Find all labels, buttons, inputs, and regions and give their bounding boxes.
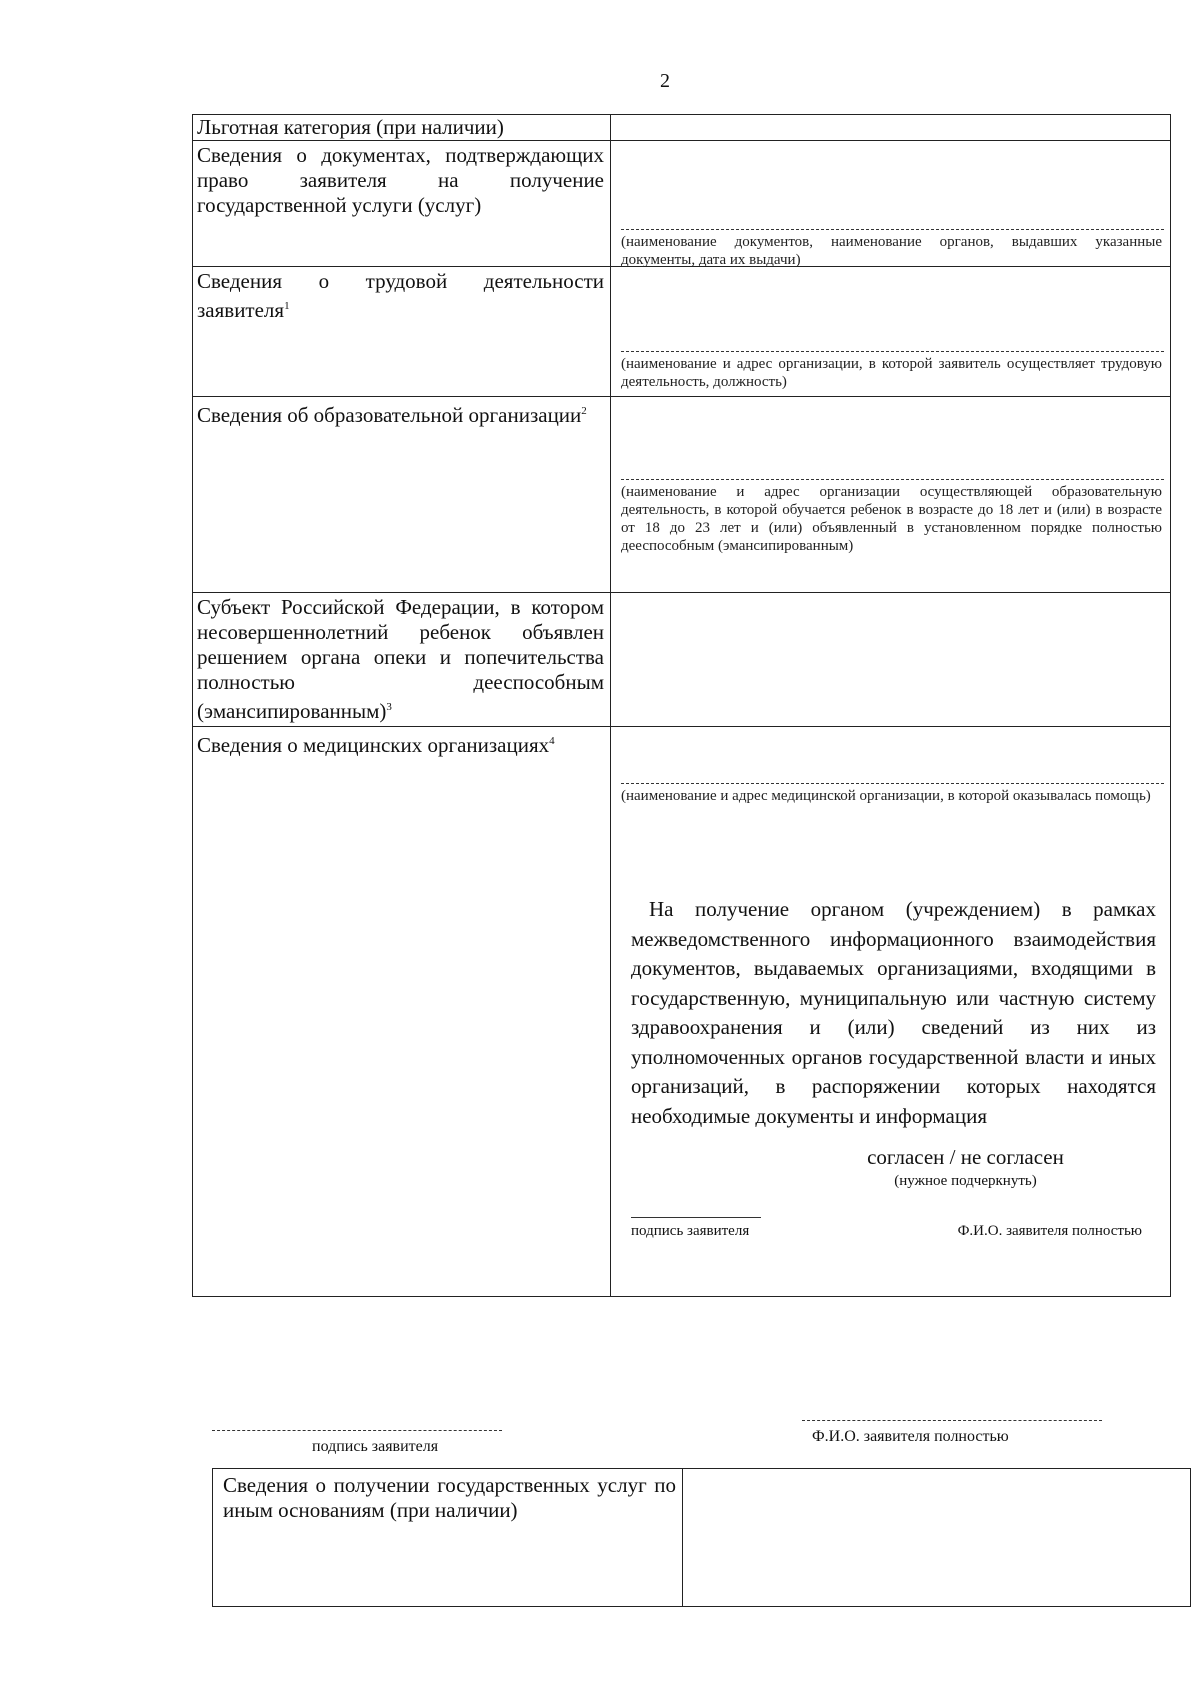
row-employment — [193, 267, 1171, 397]
row-documents — [193, 141, 1171, 267]
other-grounds-field[interactable] — [683, 1469, 1191, 1607]
row-medical — [193, 727, 1171, 1297]
education-line — [621, 479, 1164, 480]
row-other-grounds — [213, 1469, 1191, 1607]
footnote-marker: 1 — [284, 300, 290, 312]
documents-label: Сведения о документах, подтверждающих право заявителя на получение государственной услуги (услуг) — [197, 143, 604, 217]
label-cell — [193, 593, 611, 727]
label-cell — [193, 397, 611, 593]
medical-label: Сведения о медицинских организациях$^4$ — [197, 733, 555, 757]
footnote-marker: 2 — [581, 405, 587, 417]
bottom-fio-line[interactable] — [802, 1420, 1102, 1421]
label-cell — [213, 1469, 683, 1607]
signature-label: подпись заявителя — [631, 1223, 750, 1239]
education-label: Сведения об образовательной организации$^2$ — [197, 403, 587, 427]
bottom-fio-label: Ф.И.О. заявителя полностью — [812, 1428, 1009, 1445]
agree-hint: (нужное подчеркнуть) — [894, 1173, 1037, 1189]
consent-text: На получение органом (учреждением) в рамках межведомственного информационного взаимодействия документов, выдаваемых организациями, входящими в государственную, муниципальную или частную систему здравоохранения и (или) сведений из них из уполномоченных органов государственной власти и иных организаций, в распоряжении которых находятся необходимые документы и информация — [631, 897, 1156, 1128]
page-number: 2 — [660, 70, 670, 92]
education-note: (наименование и адрес организации осуществляющей образовательную деятельность, в которой обучается ребенок в возрасте до 18 лет и (или) в возрасте от 18 до 23 лет и (или) объявленный в установленном порядке полностью дееспособным (эмансипированным) — [621, 484, 1162, 554]
row-benefit-category — [193, 115, 1171, 141]
subject-label: Субъект Российской Федерации, в котором несовершеннолетний ребенок объявлен решением органа опеки и попечительства полностью дееспособным (эмансипированным)$^3$ — [197, 595, 604, 723]
row-subject — [193, 593, 1171, 727]
employment-label: Сведения о трудовой деятельности заявителя$^1$ — [197, 269, 604, 322]
employment-note: (наименование и адрес организации, в которой заявитель осуществляет трудовую деятельность, должность) — [621, 356, 1162, 390]
employment-line — [621, 351, 1164, 352]
signature-line[interactable] — [631, 1217, 761, 1218]
medical-note: (наименование и адрес медицинской организации, в которой оказывалась помощь) — [621, 788, 1151, 804]
label-cell — [193, 727, 611, 1297]
documents-line — [621, 229, 1164, 230]
label-cell — [193, 267, 611, 397]
bottom-signature-line[interactable] — [212, 1430, 502, 1431]
documents-field[interactable] — [611, 141, 1171, 267]
medical-field[interactable] — [611, 727, 1171, 1297]
bottom-signature-label: подпись заявителя — [312, 1438, 439, 1455]
fio-label: Ф.И.О. заявителя полностью — [957, 1223, 1142, 1239]
footnote-marker: 3 — [386, 701, 392, 713]
other-grounds-label: Сведения о получении государственных услуг по иным основаниям (при наличии) — [223, 1473, 676, 1522]
subject-field[interactable] — [611, 593, 1171, 727]
benefit-category-label: Льготная категория (при наличии) — [197, 115, 504, 139]
agree-options[interactable]: согласен / не согласен — [867, 1145, 1064, 1169]
application-form-table — [192, 114, 1171, 1297]
footnote-marker: 4 — [549, 735, 555, 747]
medical-line — [621, 783, 1164, 784]
label-cell — [193, 115, 611, 141]
benefit-category-field[interactable] — [611, 115, 1171, 141]
employment-field[interactable] — [611, 267, 1171, 397]
other-grounds-table — [212, 1468, 1191, 1607]
education-field[interactable] — [611, 397, 1171, 593]
label-cell — [193, 141, 611, 267]
row-education — [193, 397, 1171, 593]
documents-note: (наименование документов, наименование органов, выдавших указанные документы, дата их выдачи) — [621, 234, 1162, 268]
